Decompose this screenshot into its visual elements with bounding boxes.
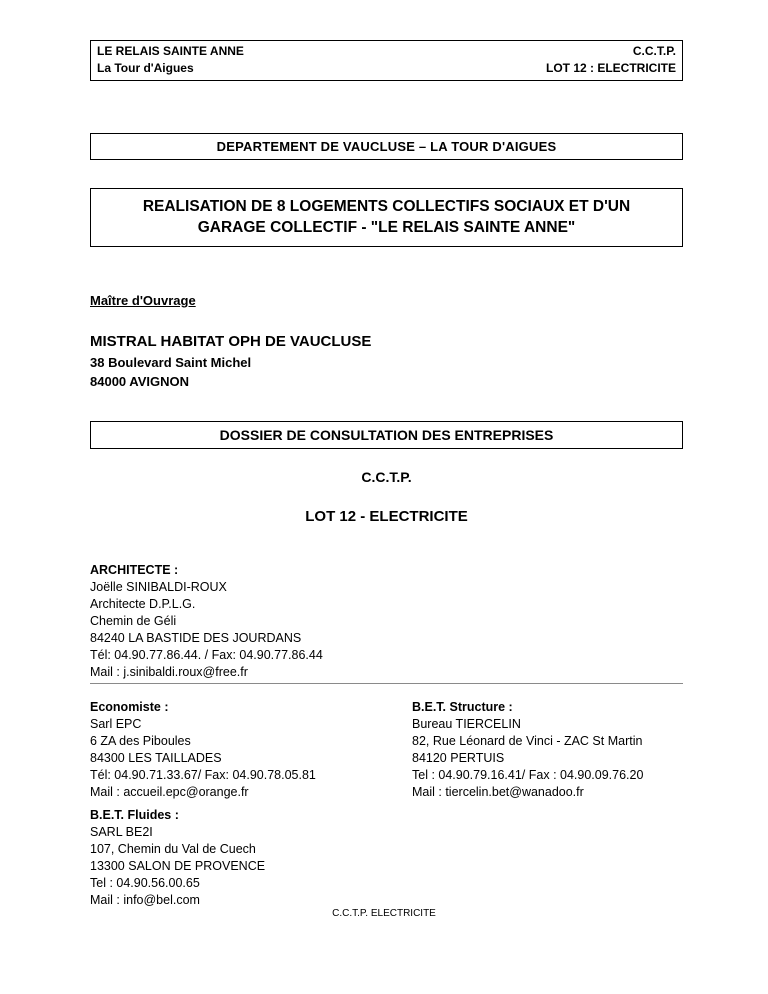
architect-line: 84240 LA BASTIDE DES JOURDANS bbox=[90, 631, 302, 645]
architect-phone-line: Tél: 04.90.77.86.44. / Fax: 04.90.77.86.44 bbox=[90, 648, 323, 662]
owner-address-line1: 38 Boulevard Saint Michel bbox=[90, 355, 252, 370]
bet-fluides-heading: B.E.T. Fluides : bbox=[90, 808, 179, 822]
architect-line: Chemin de Géli bbox=[90, 614, 177, 628]
header-lot-label: LOT 12 : ELECTRICITE bbox=[545, 61, 676, 75]
architect-section bbox=[90, 562, 683, 681]
bet-fluides-line: 13300 SALON DE PROVENCE bbox=[90, 859, 266, 873]
architect-heading: ARCHITECTE : bbox=[90, 563, 179, 577]
economist-heading: Economiste : bbox=[90, 700, 169, 714]
economist-mail-line: Mail : accueil.epc@orange.fr bbox=[90, 785, 249, 799]
bet-fluides-phone-line: Tel : 04.90.56.00.65 bbox=[90, 876, 200, 890]
page-footer: C.C.T.P. ELECTRICITE bbox=[332, 908, 436, 919]
bet-fluides-line: SARL BE2I bbox=[90, 825, 153, 839]
dossier-title-box bbox=[90, 421, 683, 449]
bet-structure-heading: B.E.T. Structure : bbox=[412, 700, 513, 714]
department-title-box bbox=[90, 133, 683, 160]
economist-line: 84300 LES TAILLADES bbox=[90, 751, 222, 765]
document-header-box bbox=[90, 40, 683, 81]
bet-fluides-section bbox=[90, 807, 683, 909]
bet-structure-mail-line: Mail : tiercelin.bet@wanadoo.fr bbox=[412, 785, 584, 799]
economist-section bbox=[90, 699, 412, 801]
economist-line: 6 ZA des Piboules bbox=[90, 734, 191, 748]
bet-structure-section bbox=[412, 699, 683, 801]
header-row-top bbox=[97, 43, 676, 60]
economist-phone-line: Tél: 04.90.71.33.67/ Fax: 04.90.78.05.81 bbox=[90, 768, 316, 782]
department-title: DEPARTEMENT DE VAUCLUSE – LA TOUR D'AIGUES bbox=[216, 139, 557, 154]
contacts-columns bbox=[90, 699, 683, 801]
header-location: La Tour d'Aigues bbox=[97, 61, 194, 75]
owner-address-line2: 84000 AVIGNON bbox=[90, 374, 189, 389]
architect-mail-line: Mail : j.sinibaldi.roux@free.fr bbox=[90, 665, 248, 679]
bet-fluides-line: 107, Chemin du Val de Cuech bbox=[90, 842, 256, 856]
owner-heading: Maître d'Ouvrage bbox=[90, 293, 196, 308]
bet-structure-phone-line: Tel : 04.90.79.16.41/ Fax : 04.90.09.76.20 bbox=[412, 768, 644, 782]
header-row-bottom bbox=[97, 60, 676, 77]
lot-title: LOT 12 - ELECTRICITE bbox=[305, 508, 468, 525]
header-doc-type: C.C.T.P. bbox=[632, 44, 676, 58]
architect-line: Joëlle SINIBALDI-ROUX bbox=[90, 580, 227, 594]
owner-name: MISTRAL HABITAT OPH DE VAUCLUSE bbox=[90, 333, 372, 350]
bet-structure-line: 82, Rue Léonard de Vinci - ZAC St Martin bbox=[412, 734, 643, 748]
dossier-title: DOSSIER DE CONSULTATION DES ENTREPRISES bbox=[219, 427, 554, 443]
section-divider bbox=[90, 683, 683, 684]
bet-fluides-mail-line: Mail : info@bel.com bbox=[90, 893, 200, 907]
bet-structure-line: 84120 PERTUIS bbox=[412, 751, 505, 765]
economist-line: Sarl EPC bbox=[90, 717, 142, 731]
header-project-name: LE RELAIS SAINTE ANNE bbox=[97, 44, 244, 58]
architect-line: Architecte D.P.L.G. bbox=[90, 597, 196, 611]
owner-section bbox=[90, 293, 683, 391]
project-title-line2: GARAGE COLLECTIF - "LE RELAIS SAINTE ANNE" bbox=[197, 219, 576, 236]
project-title-line1: REALISATION DE 8 LOGEMENTS COLLECTIFS SOCIAUX ET D'UN bbox=[142, 198, 631, 215]
bet-structure-line: Bureau TIERCELIN bbox=[412, 717, 521, 731]
project-title-box bbox=[90, 188, 683, 247]
doc-type-title: C.C.T.P. bbox=[361, 469, 412, 485]
